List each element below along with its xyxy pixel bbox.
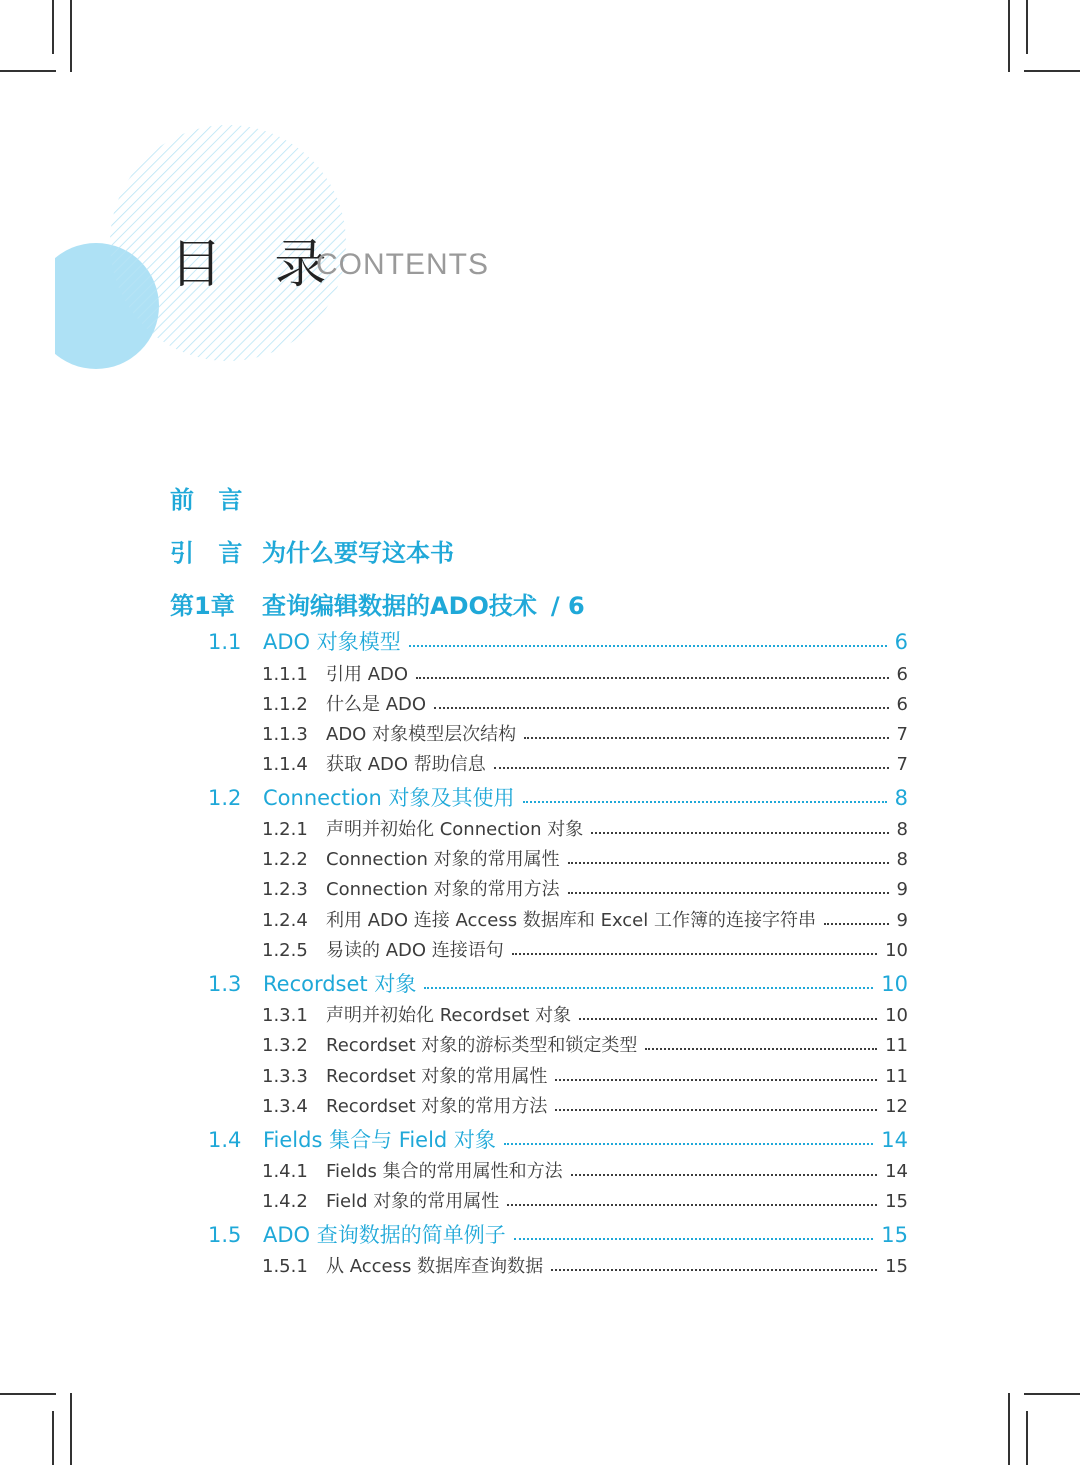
toc-title: 声明并初始化 Recordset 对象 — [326, 1005, 572, 1026]
toc-number: 1.2.4 — [262, 910, 308, 931]
toc-number: 1.1 — [208, 630, 242, 654]
toc-title: ADO 对象模型层次结构 — [326, 724, 517, 745]
contents-title-en: CONTENTS — [316, 248, 489, 281]
toc-title: Connection 对象及其使用 — [263, 786, 515, 810]
toc-number: 1.3.4 — [262, 1096, 308, 1117]
toc-page: 14 — [885, 1161, 908, 1182]
toc-leader — [555, 1079, 877, 1081]
decorative-circles — [0, 0, 1080, 420]
toc-subsection[interactable] — [262, 1092, 908, 1118]
toc-title: Recordset 对象的常用方法 — [326, 1096, 548, 1117]
toc-subsection[interactable] — [262, 936, 908, 962]
toc-title: Field 对象的常用属性 — [326, 1191, 500, 1212]
toc-section[interactable] — [208, 1124, 908, 1154]
toc-title: Recordset 对象的常用属性 — [326, 1066, 548, 1087]
toc-subsection[interactable] — [262, 750, 908, 776]
toc-number: 1.3.2 — [262, 1035, 308, 1056]
toc-subsection[interactable] — [262, 875, 908, 901]
toc-subsection[interactable] — [262, 1187, 908, 1213]
toc-page: 10 — [881, 972, 908, 996]
heading-preface[interactable] — [170, 480, 250, 515]
toc-leader — [507, 1204, 877, 1206]
toc-subsection[interactable] — [262, 690, 908, 716]
toc-number: 1.2 — [208, 786, 242, 810]
toc-subsection[interactable] — [262, 1031, 908, 1057]
toc-page: 11 — [885, 1035, 908, 1056]
toc-number: 1.2.3 — [262, 879, 308, 900]
toc-page: 8 — [896, 849, 908, 870]
contents-title: 目 录 — [170, 235, 345, 295]
toc-number: 1.4 — [208, 1128, 242, 1152]
toc-number: 1.1.3 — [262, 724, 308, 745]
toc-leader — [409, 645, 887, 647]
toc-subsection[interactable] — [262, 1001, 908, 1027]
toc-page: 7 — [896, 724, 908, 745]
toc-title: 易读的 ADO 连接语句 — [326, 940, 504, 961]
toc-leader — [568, 862, 889, 864]
toc-title: Connection 对象的常用方法 — [326, 879, 560, 900]
toc-subsection[interactable] — [262, 906, 908, 932]
toc-page: 8 — [894, 786, 908, 810]
toc-number: 1.3.1 — [262, 1005, 308, 1026]
toc-page: 15 — [885, 1256, 908, 1277]
toc-leader — [551, 1269, 877, 1271]
toc-page: 6 — [896, 694, 908, 715]
toc-number: 1.2.2 — [262, 849, 308, 870]
toc-number: 1.4.1 — [262, 1161, 308, 1182]
crop-mark — [52, 1411, 54, 1465]
toc-number: 1.5 — [208, 1223, 242, 1247]
toc-title: ADO 对象模型 — [263, 630, 401, 654]
toc-number: 1.3 — [208, 972, 242, 996]
toc-leader — [591, 832, 888, 834]
toc-subsection[interactable] — [262, 660, 908, 686]
toc-leader — [434, 707, 888, 709]
toc-title: Connection 对象的常用属性 — [326, 849, 560, 870]
toc-leader — [571, 1174, 877, 1176]
toc-leader — [568, 892, 889, 894]
toc-leader — [504, 1143, 873, 1145]
toc-leader — [523, 801, 887, 803]
toc-leader — [512, 953, 877, 955]
toc-page: 15 — [885, 1191, 908, 1212]
toc-title: 声明并初始化 Connection 对象 — [326, 819, 584, 840]
toc-page: 6 — [896, 664, 908, 685]
toc-title: 利用 ADO 连接 Access 数据库和 Excel 工作簿的连接字符串 — [326, 910, 816, 931]
toc-title: 获取 ADO 帮助信息 — [326, 754, 486, 775]
toc-title: 从 Access 数据库查询数据 — [326, 1256, 544, 1277]
toc-number: 1.5.1 — [262, 1256, 308, 1277]
toc-leader — [494, 767, 889, 769]
heading-title: 为什么要写这本书 — [262, 539, 454, 567]
heading-title: 查询编辑数据的ADO技术 — [262, 592, 537, 620]
toc-subsection[interactable] — [262, 1062, 908, 1088]
toc-title: 什么是 ADO — [326, 694, 427, 715]
toc-title: Fields 集合与 Field 对象 — [263, 1128, 496, 1152]
toc-leader — [579, 1018, 877, 1020]
toc-title: Recordset 对象的游标类型和锁定类型 — [326, 1035, 638, 1056]
heading-label: 前 言 — [170, 486, 251, 514]
crop-mark — [70, 1393, 72, 1465]
heading-label: 引 言 — [170, 539, 251, 567]
toc-title: ADO 查询数据的简单例子 — [263, 1223, 506, 1247]
toc-leader — [424, 987, 873, 989]
toc-page: 9 — [896, 910, 908, 931]
crop-mark — [1024, 1393, 1080, 1395]
toc-number: 1.3.3 — [262, 1066, 308, 1087]
toc-subsection[interactable] — [262, 845, 908, 871]
toc-page: 6 — [894, 630, 908, 654]
toc-page: 10 — [885, 1005, 908, 1026]
toc-number: 1.2.5 — [262, 940, 308, 961]
toc-title: Recordset 对象 — [263, 972, 417, 996]
toc-title: Fields 集合的常用属性和方法 — [326, 1161, 563, 1182]
toc-leader — [524, 737, 888, 739]
crop-mark — [1008, 1393, 1010, 1465]
toc-number: 1.1.1 — [262, 664, 308, 685]
toc-section[interactable] — [208, 1219, 908, 1249]
toc-page: 10 — [885, 940, 908, 961]
toc-page: 7 — [896, 754, 908, 775]
toc-page: 15 — [881, 1223, 908, 1247]
toc-section[interactable] — [208, 968, 908, 998]
toc-section[interactable] — [208, 626, 908, 656]
toc-subsection[interactable] — [262, 720, 908, 746]
toc-leader — [416, 677, 888, 679]
toc-leader — [645, 1048, 877, 1050]
heading-chapter-1[interactable] — [170, 586, 585, 621]
crop-mark — [0, 1393, 56, 1395]
toc-page: 12 — [885, 1096, 908, 1117]
toc-page: 14 — [881, 1128, 908, 1152]
toc-page: 8 — [896, 819, 908, 840]
heading-page: / 6 — [550, 592, 585, 620]
toc-section[interactable] — [208, 782, 908, 812]
toc-number: 1.2.1 — [262, 819, 308, 840]
toc-page: 9 — [896, 879, 908, 900]
toc-leader — [824, 923, 889, 925]
toc-subsection[interactable] — [262, 815, 908, 841]
toc-number: 1.1.2 — [262, 694, 308, 715]
toc-subsection[interactable] — [262, 1157, 908, 1183]
toc-page: 11 — [885, 1066, 908, 1087]
toc-number: 1.4.2 — [262, 1191, 308, 1212]
heading-intro[interactable] — [170, 533, 454, 568]
toc-leader — [514, 1238, 874, 1240]
heading-label: 第1章 — [170, 592, 235, 620]
toc-subsection[interactable] — [262, 1252, 908, 1278]
toc-leader — [555, 1109, 877, 1111]
toc-number: 1.1.4 — [262, 754, 308, 775]
toc-title: 引用 ADO — [326, 664, 409, 685]
crop-mark — [1026, 1411, 1028, 1465]
